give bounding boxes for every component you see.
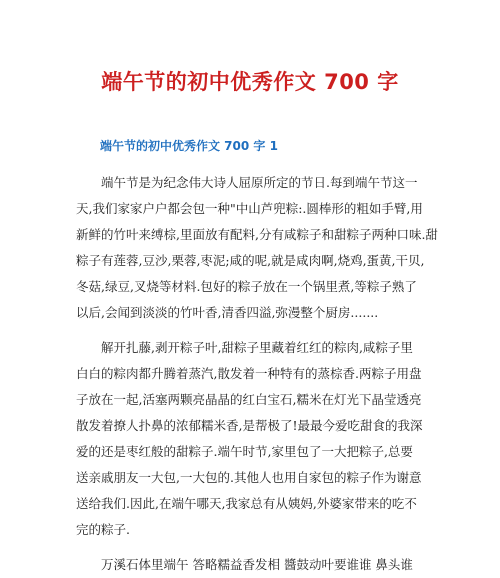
paragraph-line: 爱的还是枣红般的甜粽子.端午时节,家里包了一大把粽子,总要 [76, 444, 413, 459]
paragraph-line: 送亲戚朋友一大包,一大包的.其他人也用自家包的粽子作为谢意 [76, 470, 422, 485]
paragraph-line: 端午节是为纪念伟大诗人屈原所定的节日.每到端午节这一 [101, 175, 418, 190]
section-heading: 端午节的初中优秀作文 700 字 1 [100, 139, 278, 153]
paragraph-1 [76, 170, 446, 326]
paragraph-line: 冬菇,绿豆,叉烧等材料.包好的粽子放在一个锅里煮,等粽子熟了 [76, 279, 417, 294]
paragraph-line: 以后,会闻到淡淡的竹叶香,清香四溢,弥漫整个厨房....... [76, 305, 379, 320]
paragraph-line: 白白的粽肉都升腾着蒸汽,散发着一种特有的蒸棕香.两粽子用盘 [76, 366, 422, 381]
paragraph-3 [76, 552, 446, 578]
document-title: 端午节的初中优秀作文 700 字 [101, 70, 399, 94]
paragraph-line: 新鲜的竹叶来缚棕,里面放有配料,分有咸粽子和甜粽子两种口味.甜 [76, 227, 438, 242]
paragraph-line: 万溪石体里端午 答略糯益香发相 醬鼓动叶要谁谁 鼻头谁 [101, 557, 413, 572]
paragraph-line: 完的粽子. [76, 522, 130, 537]
paragraph-line: 天,我们家家户户都会包一种"中山芦兜粽:.圆棒形的粗如手臂,用 [76, 201, 423, 216]
paragraph-line: 解开扎藤,剥开粽子叶,甜粽子里藏着红红的粽肉,咸粽子里 [101, 340, 413, 355]
paragraph-line: 散发着撩人扑鼻的浓郁糯米香,是帮极了!最最今爱吃甜食的我深 [76, 418, 423, 433]
paragraph-line: 子放在一起,活塞两颗亮晶晶的红白宝石,糯米在灯光下晶莹透亮 [76, 392, 422, 407]
paragraph-line: 送给我们.因此,在端午哪天,我家总有从姨妈,外婆家带来的吃不 [76, 496, 417, 511]
paragraph-line: 粽子有莲蓉,豆沙,栗蓉,枣泥;咸的呢,就是咸肉啊,烧鸡,蛋黄,干贝, [76, 253, 425, 268]
paragraph-2 [76, 335, 446, 543]
